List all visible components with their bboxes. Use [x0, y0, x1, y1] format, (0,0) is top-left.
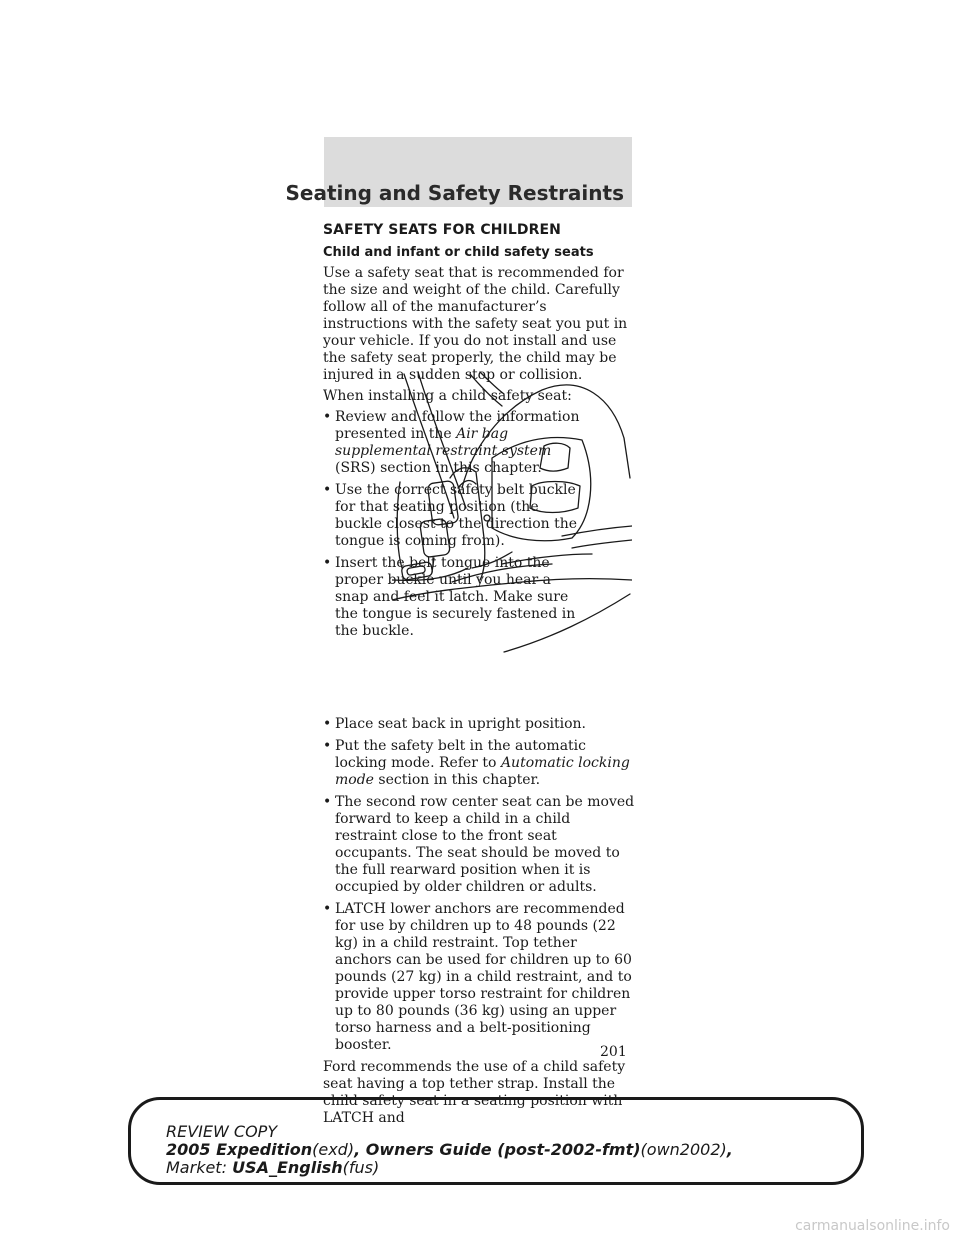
section-heading: SAFETY SEATS FOR CHILDREN — [323, 222, 561, 238]
review-copy-footer: REVIEW COPY 2005 Expedition(exd), Owners Guide (post-2002-fmt)(own2002), Market: USA_English(fus) — [166, 1122, 733, 1177]
page-number: 201 — [600, 1044, 627, 1060]
paragraph-intro: Use a safety seat that is recommended for the size and weight of the child. Carefully follow all of the manufacturer’s instructions with the safety seat you put in your vehicle. If you do not install and use the safety seat properly, the child may be injured in a sudden stop or collision. — [323, 265, 628, 383]
install-intro: When installing a child safety seat: — [323, 388, 572, 404]
model-name: 2005 Expedition — [166, 1140, 313, 1159]
review-copy-label: REVIEW COPY — [166, 1122, 278, 1141]
section-header-title: Seating and Safety Restraints — [285, 181, 624, 205]
market-label: Market: — [166, 1158, 227, 1177]
list-item: • Put the safety belt in the automatic locking mode. Refer to Automatic locking mode section in this chapter. — [323, 738, 630, 788]
list-item: • Use the correct safety belt buckle for that seating position (the buckle closest to the direction the tongue is coming from). — [323, 482, 578, 549]
list-item: • Review and follow the information presented in the Air bag supplemental restraint system (SRS) section in this chapter. — [323, 409, 580, 476]
bullet-glyph: • — [323, 409, 332, 425]
cross-reference: Automatic locking mode — [335, 755, 630, 788]
bullet-glyph: • — [323, 794, 332, 810]
bullet-glyph: • — [323, 482, 332, 498]
header-band — [285, 137, 632, 207]
section-subheading: Child and infant or child safety seats — [323, 245, 594, 260]
cross-reference: Air bag supplemental restraint system — [335, 426, 552, 459]
market-value: USA_English — [232, 1158, 343, 1177]
list-item: • Insert the belt tongue into the proper buckle until you hear a snap and feel it latch. Make sure the tongue is securely fastened in the buckle. — [323, 555, 576, 639]
list-item: • Place seat back in upright position. — [323, 716, 586, 732]
guide-name: Owners Guide (post-2002-fmt) — [365, 1140, 641, 1159]
site-watermark: carmanualsonline.info — [795, 1218, 950, 1234]
seat-belt-buckle-illustration — [392, 368, 632, 658]
bullet-glyph: • — [323, 555, 332, 571]
bullet-glyph: • — [323, 738, 332, 754]
list-item: • The second row center seat can be moved forward to keep a child in a child restraint close to the front seat occupants. The seat should be moved to the full rearward position when it is occupied by older children or adults. — [323, 794, 635, 895]
page-content — [323, 222, 635, 1131]
paragraph-closing: Ford recommends the use of a child safety seat having a top tether strap. Install the child safety seat in a seating position with LATCH and — [323, 1059, 626, 1126]
bullet-glyph: • — [323, 901, 332, 917]
list-item: • LATCH lower anchors are recommended for use by children up to 48 pounds (22 kg) in a child restraint. Top tether anchors can be used for children up to 60 pounds (27 kg) in a child restraint, and to provide upper torso restraint for children up to 80 pounds (36 kg) using an upper torso harness and a belt-positioning booster. — [323, 901, 632, 1053]
bullet-glyph: • — [323, 716, 332, 732]
